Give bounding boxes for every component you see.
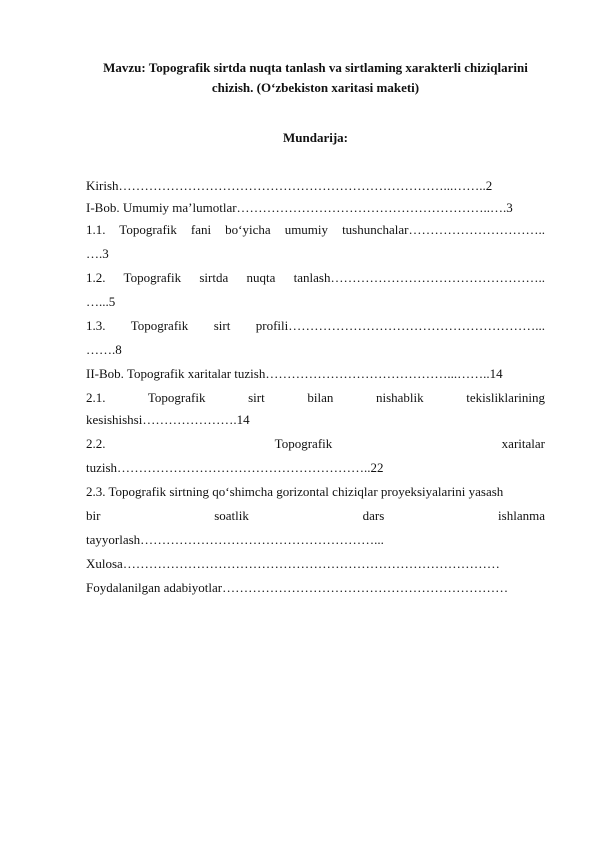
toc-line: 1.3. Topografik sirt profili…………………………………………………... — [86, 318, 545, 333]
toc-line: …….8 — [86, 342, 122, 357]
title-line-2: chizish. (O‘zbekiston xaritasi maketi) — [211, 80, 420, 95]
toc-line: ….3 — [86, 246, 109, 261]
toc-line: I-Bob. Umumiy ma’lumotlar…………………………………………………..….3 — [86, 200, 513, 215]
toc-line: II-Bob. Topografik xaritalar tuzish……………………………………...……..14 — [86, 366, 503, 381]
toc-line: 2.1. Topografik sirt bilan nishablik tekisliklarining — [86, 390, 545, 405]
contents-heading: Mundarija: — [283, 130, 348, 145]
title-line-1: Mavzu: Topografik sirtda nuqta tanlash va sirtlaming xarakterli chiziqlarini — [103, 60, 528, 75]
toc-line: …...5 — [86, 294, 116, 309]
toc-line: 2.2. Topografik xaritalar — [86, 436, 545, 451]
toc-line: 1.2. Topografik sirtda nuqta tanlash………………………………………….. — [86, 270, 545, 285]
toc-line: tayyorlash………………………………………………... — [86, 532, 384, 547]
toc-line: kesishishsi………………….14 — [86, 412, 250, 427]
toc-line: 1.1. Topografik fani bo‘yicha umumiy tushunchalar………………………….. — [86, 222, 545, 237]
toc-line: Foydalanilgan adabiyotlar………………………………………………………… — [86, 580, 509, 595]
toc-line: Xulosa…………………………………………………………………………… — [86, 556, 500, 571]
toc-line: tuzish…………………………………………………..22 — [86, 460, 384, 475]
document-title — [86, 58, 545, 98]
toc-line: 2.3. Topografik sirtning qo‘shimcha gorizontal chiziqlar proyeksiyalarini yasash — [86, 484, 504, 499]
toc-line: Kirish…………………………………………………………………...……..2 — [86, 178, 493, 193]
toc-line: bir soatlik dars ishlanma — [86, 508, 545, 523]
